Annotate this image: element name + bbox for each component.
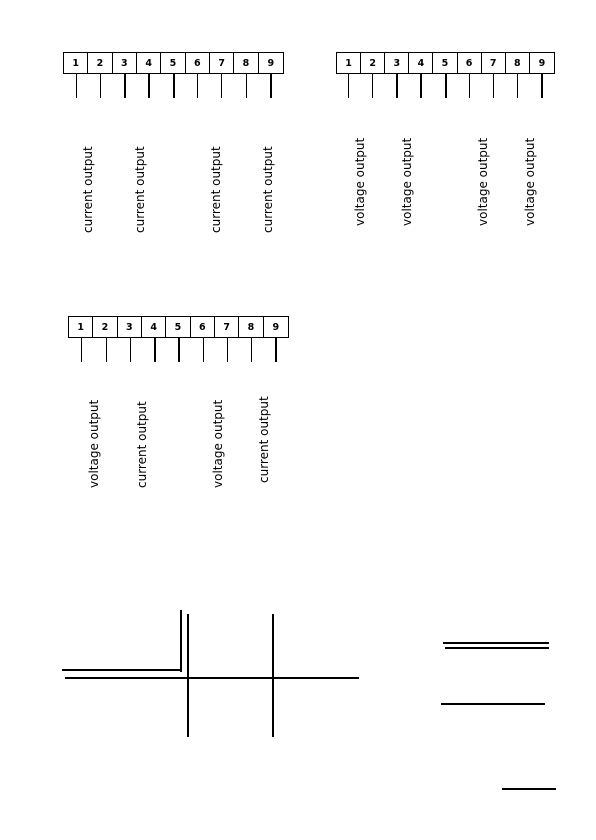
terminal-strip-b [336, 52, 555, 74]
terminal-pin: 1 [337, 53, 361, 73]
terminal-pin: 6 [458, 53, 482, 73]
terminal-pin: 8 [234, 53, 258, 73]
output-label: voltage output [87, 399, 101, 488]
output-label: voltage output [476, 137, 490, 226]
terminal-pin: 6 [191, 317, 215, 337]
terminal-strip-c [68, 316, 289, 338]
terminal-pin: 5 [161, 53, 185, 73]
terminal-pin: 1 [64, 53, 88, 73]
terminal-pin: 7 [482, 53, 506, 73]
output-label: voltage output [211, 399, 225, 488]
output-label: current output [257, 396, 271, 483]
terminal-pin: 4 [137, 53, 161, 73]
output-label: current output [261, 146, 275, 233]
terminal-pin: 2 [93, 317, 117, 337]
terminal-pin: 2 [88, 53, 112, 73]
terminal-pin: 5 [433, 53, 457, 73]
terminal-pin: 8 [506, 53, 530, 73]
terminal-pin: 5 [166, 317, 190, 337]
output-label: current output [135, 401, 149, 488]
terminal-pin: 2 [361, 53, 385, 73]
output-label: voltage output [353, 137, 367, 226]
terminal-strip-a [63, 52, 284, 74]
terminal-pin: 4 [142, 317, 166, 337]
terminal-pin: 7 [210, 53, 234, 73]
terminal-pin: 9 [538, 57, 546, 69]
output-label: current output [209, 146, 223, 233]
output-label: voltage output [400, 137, 414, 226]
output-label: voltage output [523, 137, 537, 226]
output-label: current output [81, 146, 95, 233]
terminal-pin: 3 [118, 317, 142, 337]
terminal-pin: 7 [215, 317, 239, 337]
terminal-pin: 8 [239, 317, 263, 337]
terminal-pin: 9 [267, 57, 275, 69]
terminal-pin: 6 [186, 53, 210, 73]
output-label: current output [133, 146, 147, 233]
terminal-pin: 3 [385, 53, 409, 73]
terminal-pin: 3 [113, 53, 137, 73]
terminal-pin: 9 [272, 321, 280, 333]
terminal-pin: 1 [69, 317, 93, 337]
terminal-pin: 4 [409, 53, 433, 73]
